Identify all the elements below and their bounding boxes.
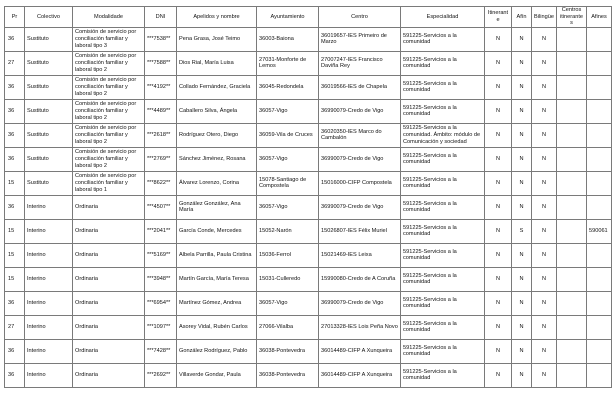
cell-itinerante: N	[485, 195, 512, 219]
cell-dni: ***3948**	[145, 267, 177, 291]
cell-afin: N	[512, 267, 532, 291]
cell-centros-itinerantes	[557, 267, 587, 291]
cell-apellidos-nombre: Pena Grasa, José Teimo	[177, 27, 257, 51]
cell-modalidade: Ordinaria	[73, 339, 145, 363]
column-header-ayuntamiento: Ayuntamiento	[257, 7, 319, 28]
cell-bilingue: N	[532, 219, 557, 243]
column-header-dni: DNI	[145, 7, 177, 28]
cell-afin: N	[512, 339, 532, 363]
cell-especialidad: 591225-Servicios a la comunidad	[401, 219, 485, 243]
table-row	[5, 51, 612, 75]
cell-afin: N	[512, 27, 532, 51]
cell-ayuntamiento: 36038-Pontevedra	[257, 339, 319, 363]
cell-afines	[587, 51, 612, 75]
cell-modalidade: Ordinaria	[73, 219, 145, 243]
cell-dni: ***2041**	[145, 219, 177, 243]
cell-dni: ***2618**	[145, 123, 177, 147]
cell-afin: N	[512, 51, 532, 75]
cell-centros-itinerantes	[557, 27, 587, 51]
cell-afin: S	[512, 219, 532, 243]
cell-pr: 36	[5, 363, 25, 387]
cell-ayuntamiento: 36038-Pontevedra	[257, 363, 319, 387]
cell-ayuntamiento: 15052-Narón	[257, 219, 319, 243]
cell-bilingue: N	[532, 27, 557, 51]
cell-especialidad: 591225-Servicios a la comunidad	[401, 315, 485, 339]
cell-especialidad: 591225-Servicios a la comunidad	[401, 291, 485, 315]
cell-afines	[587, 75, 612, 99]
cell-colectivo: Sustituto	[25, 75, 73, 99]
column-header-afines: Afines	[587, 7, 612, 28]
column-header-modalidade: Modalidade	[73, 7, 145, 28]
cell-especialidad: 591225-Servicios a la comunidad	[401, 75, 485, 99]
cell-afines	[587, 99, 612, 123]
cell-dni: ***8622**	[145, 171, 177, 195]
cell-bilingue: N	[532, 51, 557, 75]
cell-colectivo: Sustituto	[25, 171, 73, 195]
cell-apellidos-nombre: Martín García, María Teresa	[177, 267, 257, 291]
cell-afines	[587, 267, 612, 291]
cell-centros-itinerantes	[557, 195, 587, 219]
assignments-table	[4, 6, 612, 388]
cell-afin: N	[512, 147, 532, 171]
cell-modalidade: Comisión de servicio por conciliación familiar y laboral tipo 2	[73, 51, 145, 75]
cell-bilingue: N	[532, 291, 557, 315]
cell-ayuntamiento: 27066-Vilalba	[257, 315, 319, 339]
cell-modalidade: Ordinaria	[73, 267, 145, 291]
cell-colectivo: Sustituto	[25, 99, 73, 123]
cell-itinerante: N	[485, 363, 512, 387]
cell-itinerante: N	[485, 75, 512, 99]
cell-pr: 36	[5, 195, 25, 219]
table-row	[5, 27, 612, 51]
cell-dni: ***7588**	[145, 51, 177, 75]
cell-itinerante: N	[485, 291, 512, 315]
table-row	[5, 339, 612, 363]
cell-afines	[587, 363, 612, 387]
cell-centro: 36990079-Credo de Vigo	[319, 147, 401, 171]
table-row	[5, 171, 612, 195]
column-header-bilingue: Bilingüe	[532, 7, 557, 28]
cell-apellidos-nombre: Caballero Silva, Ángela	[177, 99, 257, 123]
column-header-apellidos-nombre: Apelidos y nombre	[177, 7, 257, 28]
cell-centro: 36019657-IES Primeiro de Marzo	[319, 27, 401, 51]
cell-colectivo: Sustituto	[25, 123, 73, 147]
cell-ayuntamiento: 15036-Ferrol	[257, 243, 319, 267]
cell-afin: N	[512, 123, 532, 147]
cell-apellidos-nombre: González Rodríguez, Pablo	[177, 339, 257, 363]
cell-itinerante: N	[485, 243, 512, 267]
cell-modalidade: Ordinaria	[73, 243, 145, 267]
cell-ayuntamiento: 36057-Vigo	[257, 147, 319, 171]
cell-especialidad: 591225-Servicios a la comunidad	[401, 339, 485, 363]
cell-pr: 36	[5, 291, 25, 315]
cell-afines	[587, 291, 612, 315]
cell-dni: ***2692**	[145, 363, 177, 387]
cell-ayuntamiento: 15078-Santiago de Compostela	[257, 171, 319, 195]
cell-especialidad: 591225-Servicios a la comunidad. Ámbito: módulo de Comunicación y sociedad	[401, 123, 485, 147]
cell-itinerante: N	[485, 51, 512, 75]
cell-afin: N	[512, 99, 532, 123]
cell-afines: 590061	[587, 219, 612, 243]
cell-modalidade: Ordinaria	[73, 363, 145, 387]
cell-itinerante: N	[485, 123, 512, 147]
cell-itinerante: N	[485, 219, 512, 243]
cell-apellidos-nombre: Rodríguez Otero, Diego	[177, 123, 257, 147]
cell-colectivo: Interino	[25, 339, 73, 363]
column-header-colectivo: Colectivo	[25, 7, 73, 28]
cell-apellidos-nombre: Dios Rial, María Luisa	[177, 51, 257, 75]
cell-ayuntamiento: 15031-Culleredo	[257, 267, 319, 291]
cell-afin: N	[512, 75, 532, 99]
cell-bilingue: N	[532, 75, 557, 99]
table-row	[5, 195, 612, 219]
cell-afin: N	[512, 363, 532, 387]
cell-centro: 36014489-CIFP A Xunqueira	[319, 363, 401, 387]
cell-ayuntamiento: 36045-Redondela	[257, 75, 319, 99]
table-row	[5, 243, 612, 267]
cell-centro: 15990080-Credo de A Coruña	[319, 267, 401, 291]
cell-centros-itinerantes	[557, 99, 587, 123]
cell-pr: 36	[5, 123, 25, 147]
cell-dni: ***7428**	[145, 339, 177, 363]
cell-itinerante: N	[485, 315, 512, 339]
cell-centro: 27013328-IES Lois Peña Novo	[319, 315, 401, 339]
cell-centros-itinerantes	[557, 171, 587, 195]
cell-modalidade: Comisión de servicio por conciliación familiar y laboral tipo 2	[73, 123, 145, 147]
cell-bilingue: N	[532, 123, 557, 147]
cell-afines	[587, 339, 612, 363]
document-page	[4, 6, 611, 388]
table-row	[5, 147, 612, 171]
table-row	[5, 219, 612, 243]
cell-afin: N	[512, 171, 532, 195]
cell-modalidade: Comisión de servicio por conciliación familiar y laboral tipo 2	[73, 147, 145, 171]
cell-especialidad: 591225-Servicios a la comunidad	[401, 51, 485, 75]
column-header-afin: Afín	[512, 7, 532, 28]
cell-centro: 36014489-CIFP A Xunqueira	[319, 339, 401, 363]
cell-afines	[587, 243, 612, 267]
cell-centros-itinerantes	[557, 291, 587, 315]
cell-bilingue: N	[532, 267, 557, 291]
cell-centro: 15021469-IES Leixa	[319, 243, 401, 267]
cell-afines	[587, 171, 612, 195]
cell-ayuntamiento: 36059-Vila de Cruces	[257, 123, 319, 147]
cell-afines	[587, 27, 612, 51]
cell-apellidos-nombre: Sánchez Jiménez, Rosana	[177, 147, 257, 171]
cell-itinerante: N	[485, 171, 512, 195]
cell-centros-itinerantes	[557, 315, 587, 339]
cell-afines	[587, 315, 612, 339]
cell-apellidos-nombre: Villaverde Gondar, Paula	[177, 363, 257, 387]
cell-afines	[587, 195, 612, 219]
cell-pr: 36	[5, 99, 25, 123]
cell-bilingue: N	[532, 243, 557, 267]
column-header-centros-itinerantes: Centros itinerantes	[557, 7, 587, 28]
cell-apellidos-nombre: Martínez Gómez, Andrea	[177, 291, 257, 315]
cell-modalidade: Comisión de servicio por conciliación familiar y laboral tipo 2	[73, 99, 145, 123]
cell-bilingue: N	[532, 147, 557, 171]
cell-centros-itinerantes	[557, 219, 587, 243]
cell-modalidade: Comisión de servicio por conciliación familiar y laboral tipo 3	[73, 27, 145, 51]
cell-apellidos-nombre: González González, Ana María	[177, 195, 257, 219]
cell-itinerante: N	[485, 339, 512, 363]
cell-ayuntamiento: 36057-Vigo	[257, 195, 319, 219]
cell-afines	[587, 123, 612, 147]
table-row	[5, 267, 612, 291]
table-row	[5, 363, 612, 387]
cell-ayuntamiento: 36057-Vigo	[257, 99, 319, 123]
cell-modalidade: Comisión de servicio por conciliación familiar y laboral tipo 1	[73, 171, 145, 195]
cell-bilingue: N	[532, 171, 557, 195]
cell-modalidade: Ordinaria	[73, 195, 145, 219]
cell-ayuntamiento: 27031-Monforte de Lemos	[257, 51, 319, 75]
cell-ayuntamiento: 36057-Vigo	[257, 291, 319, 315]
table-row	[5, 123, 612, 147]
cell-dni: ***7538**	[145, 27, 177, 51]
table-body	[5, 27, 612, 387]
cell-itinerante: N	[485, 27, 512, 51]
cell-bilingue: N	[532, 339, 557, 363]
cell-pr: 27	[5, 51, 25, 75]
cell-modalidade: Comisión de servicio por conciliación familiar y laboral tipo 2	[73, 75, 145, 99]
cell-dni: ***1097**	[145, 315, 177, 339]
cell-centro: 27007247-IES Francisco Daviña Rey	[319, 51, 401, 75]
cell-centros-itinerantes	[557, 51, 587, 75]
cell-afin: N	[512, 291, 532, 315]
table-row	[5, 315, 612, 339]
cell-pr: 15	[5, 171, 25, 195]
cell-pr: 15	[5, 267, 25, 291]
table-row	[5, 291, 612, 315]
cell-colectivo: Sustituto	[25, 147, 73, 171]
cell-pr: 15	[5, 219, 25, 243]
cell-bilingue: N	[532, 363, 557, 387]
cell-centros-itinerantes	[557, 339, 587, 363]
cell-centros-itinerantes	[557, 75, 587, 99]
cell-centro: 36019566-IES de Chapela	[319, 75, 401, 99]
cell-especialidad: 591225-Servicios a la comunidad	[401, 363, 485, 387]
header-row	[5, 7, 612, 28]
cell-modalidade: Ordinaria	[73, 291, 145, 315]
cell-colectivo: Interino	[25, 315, 73, 339]
cell-bilingue: N	[532, 195, 557, 219]
cell-pr: 36	[5, 27, 25, 51]
cell-bilingue: N	[532, 315, 557, 339]
cell-especialidad: 591225-Servicios a la comunidad	[401, 147, 485, 171]
cell-centro: 36020350-IES Marco do Cambalón	[319, 123, 401, 147]
cell-centro: 15026807-IES Félix Muriel	[319, 219, 401, 243]
cell-especialidad: 591225-Servicios a la comunidad	[401, 99, 485, 123]
cell-pr: 27	[5, 315, 25, 339]
cell-centros-itinerantes	[557, 243, 587, 267]
cell-pr: 36	[5, 147, 25, 171]
cell-apellidos-nombre: García Conde, Mercedes	[177, 219, 257, 243]
cell-centro: 36990079-Credo de Vigo	[319, 291, 401, 315]
cell-centro: 15016000-CIFP Compostela	[319, 171, 401, 195]
cell-centros-itinerantes	[557, 123, 587, 147]
cell-modalidade: Ordinaria	[73, 315, 145, 339]
cell-afin: N	[512, 243, 532, 267]
cell-dni: ***4192**	[145, 75, 177, 99]
cell-pr: 36	[5, 339, 25, 363]
column-header-centro: Centro	[319, 7, 401, 28]
cell-bilingue: N	[532, 99, 557, 123]
cell-colectivo: Interino	[25, 267, 73, 291]
cell-especialidad: 591225-Servicios a la comunidad	[401, 267, 485, 291]
cell-afines	[587, 147, 612, 171]
cell-colectivo: Sustituto	[25, 51, 73, 75]
cell-colectivo: Interino	[25, 219, 73, 243]
cell-dni: ***4489**	[145, 99, 177, 123]
cell-pr: 36	[5, 75, 25, 99]
cell-colectivo: Sustituto	[25, 27, 73, 51]
cell-itinerante: N	[485, 147, 512, 171]
cell-apellidos-nombre: Albela Parrilla, Paula Cristina	[177, 243, 257, 267]
cell-especialidad: 591225-Servicios a la comunidad	[401, 243, 485, 267]
cell-itinerante: N	[485, 99, 512, 123]
table-row	[5, 99, 612, 123]
cell-dni: ***5169**	[145, 243, 177, 267]
column-header-especialidad: Especialidad	[401, 7, 485, 28]
cell-colectivo: Interino	[25, 291, 73, 315]
cell-centros-itinerantes	[557, 363, 587, 387]
cell-itinerante: N	[485, 267, 512, 291]
cell-centro: 36990079-Credo de Vigo	[319, 195, 401, 219]
cell-apellidos-nombre: Álvarez Lorenzo, Corina	[177, 171, 257, 195]
cell-dni: ***2769**	[145, 147, 177, 171]
cell-colectivo: Interino	[25, 363, 73, 387]
cell-colectivo: Interino	[25, 195, 73, 219]
cell-dni: ***4507**	[145, 195, 177, 219]
cell-afin: N	[512, 195, 532, 219]
cell-apellidos-nombre: Collado Fernández, Graciela	[177, 75, 257, 99]
cell-colectivo: Interino	[25, 243, 73, 267]
cell-especialidad: 591225-Servicios a la comunidad	[401, 171, 485, 195]
cell-dni: ***6954**	[145, 291, 177, 315]
column-header-pr: Pr	[5, 7, 25, 28]
cell-especialidad: 591225-Servicios a la comunidad	[401, 195, 485, 219]
cell-apellidos-nombre: Asorey Vidal, Rubén Carlos	[177, 315, 257, 339]
cell-afin: N	[512, 315, 532, 339]
cell-centros-itinerantes	[557, 147, 587, 171]
column-header-itinerante: Itinerante	[485, 7, 512, 28]
cell-ayuntamiento: 36003-Baiona	[257, 27, 319, 51]
cell-especialidad: 591225-Servicios a la comunidad	[401, 27, 485, 51]
table-row	[5, 75, 612, 99]
cell-centro: 36990079-Credo de Vigo	[319, 99, 401, 123]
cell-pr: 15	[5, 243, 25, 267]
